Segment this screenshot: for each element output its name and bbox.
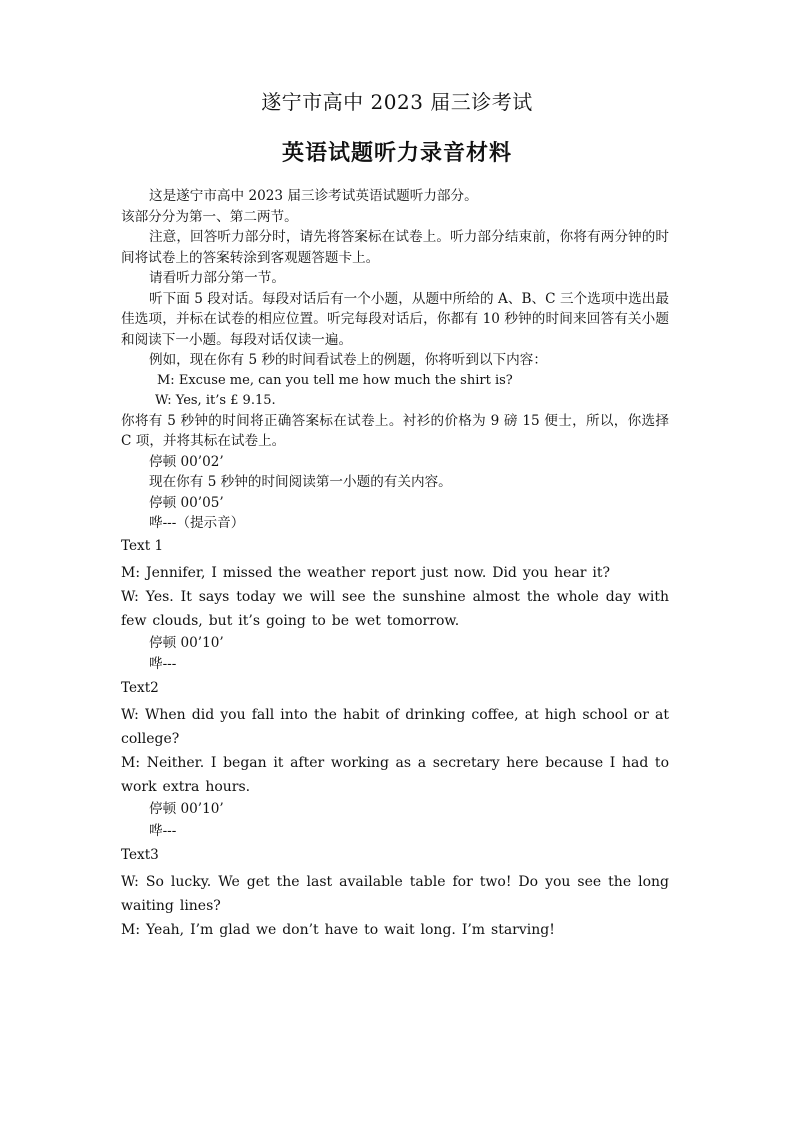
dialogue-line: M: Neither. I began it after working as a secretary here because I had to work extra hours. [121,755,669,795]
intro-paragraph: 该部分分为第一、第二两节。 [121,208,298,225]
sample-dialogue-line: W: Yes, it’s £ 9.15. [155,392,276,408]
dialogue-line: M: Jennifer, I missed the weather report just now. Did you hear it? [121,564,611,581]
dialogue-line: M: Yeah, I’m glad we don’t have to wait long. I’m starving! [121,921,555,938]
intro-paragraph: 你将有 5 秒钟的时间将正确答案标在试卷上。衬衫的价格为 9 磅 15 便士，所以，你选择 C 项，并将其标在试卷上。 [121,412,669,449]
intro-paragraph: 听下面 5 段对话。每段对话后有一个小题，从题中所给的 A、B、C 三个选项中选出最佳选项，并标在试卷的相应位置。听完每段对话后，你都有 10 秒钟的时间来回答有关小题和阅读下一小题。每段对话仅读一遍。 [121,290,669,348]
pause-marker: 停顿 00’02’ [149,453,224,470]
text-label: Text3 [121,846,159,863]
pause-marker: 停顿 00’10’ [149,801,224,817]
beep-marker: 哗--- [149,656,177,672]
intro-paragraph: 注意，回答听力部分时，请先将答案标在试卷上。听力部分结束前，你将有两分钟的时间将试卷上的答案转涂到客观题答题卡上。 [121,229,669,266]
intro-paragraph: 这是遂宁市高中 2023 届三诊考试英语试题听力部分。 [149,188,478,204]
beep-marker: 哗--- [149,822,177,839]
document-title-line2: 英语试题听力录音材料 [281,141,512,166]
dialogue-line: W: So lucky. We get the last available table for two! Do you see the long waiting lines? [121,873,669,914]
pause-marker: 停顿 00’05’ [149,494,224,511]
dialogue-line: W: When did you fall into the habit of drinking coffee, at high school or at college? [121,707,669,747]
sample-dialogue-line: M: Excuse me, can you tell me how much the shirt is? [157,372,513,388]
document-title-line1: 遂宁市高中 2023 届三诊考试 [261,90,533,114]
text-label: Text 1 [121,537,164,554]
document-body [121,186,669,942]
dialogue-section [121,846,669,942]
intro-paragraph: 现在你有 5 秒钟的时间阅读第一小题的有关内容。 [149,474,452,490]
intro-paragraph: 例如，现在你有 5 秒的时间看试卷上的例题，你将听到以下内容： [149,352,547,368]
pause-marker: 停顿 00’10’ [149,634,224,651]
dialogue-line: W: Yes. It says today we will see the sunshine almost the whole day with few clouds, but it’s going to be wet tomorrow. [121,588,669,629]
beep-marker: 哗---（提示音） [149,515,245,531]
dialogue-section [121,537,669,676]
text-label: Text2 [121,680,159,696]
intro-paragraph: 请看听力部分第一节。 [149,270,285,286]
dialogue-section [121,679,669,842]
